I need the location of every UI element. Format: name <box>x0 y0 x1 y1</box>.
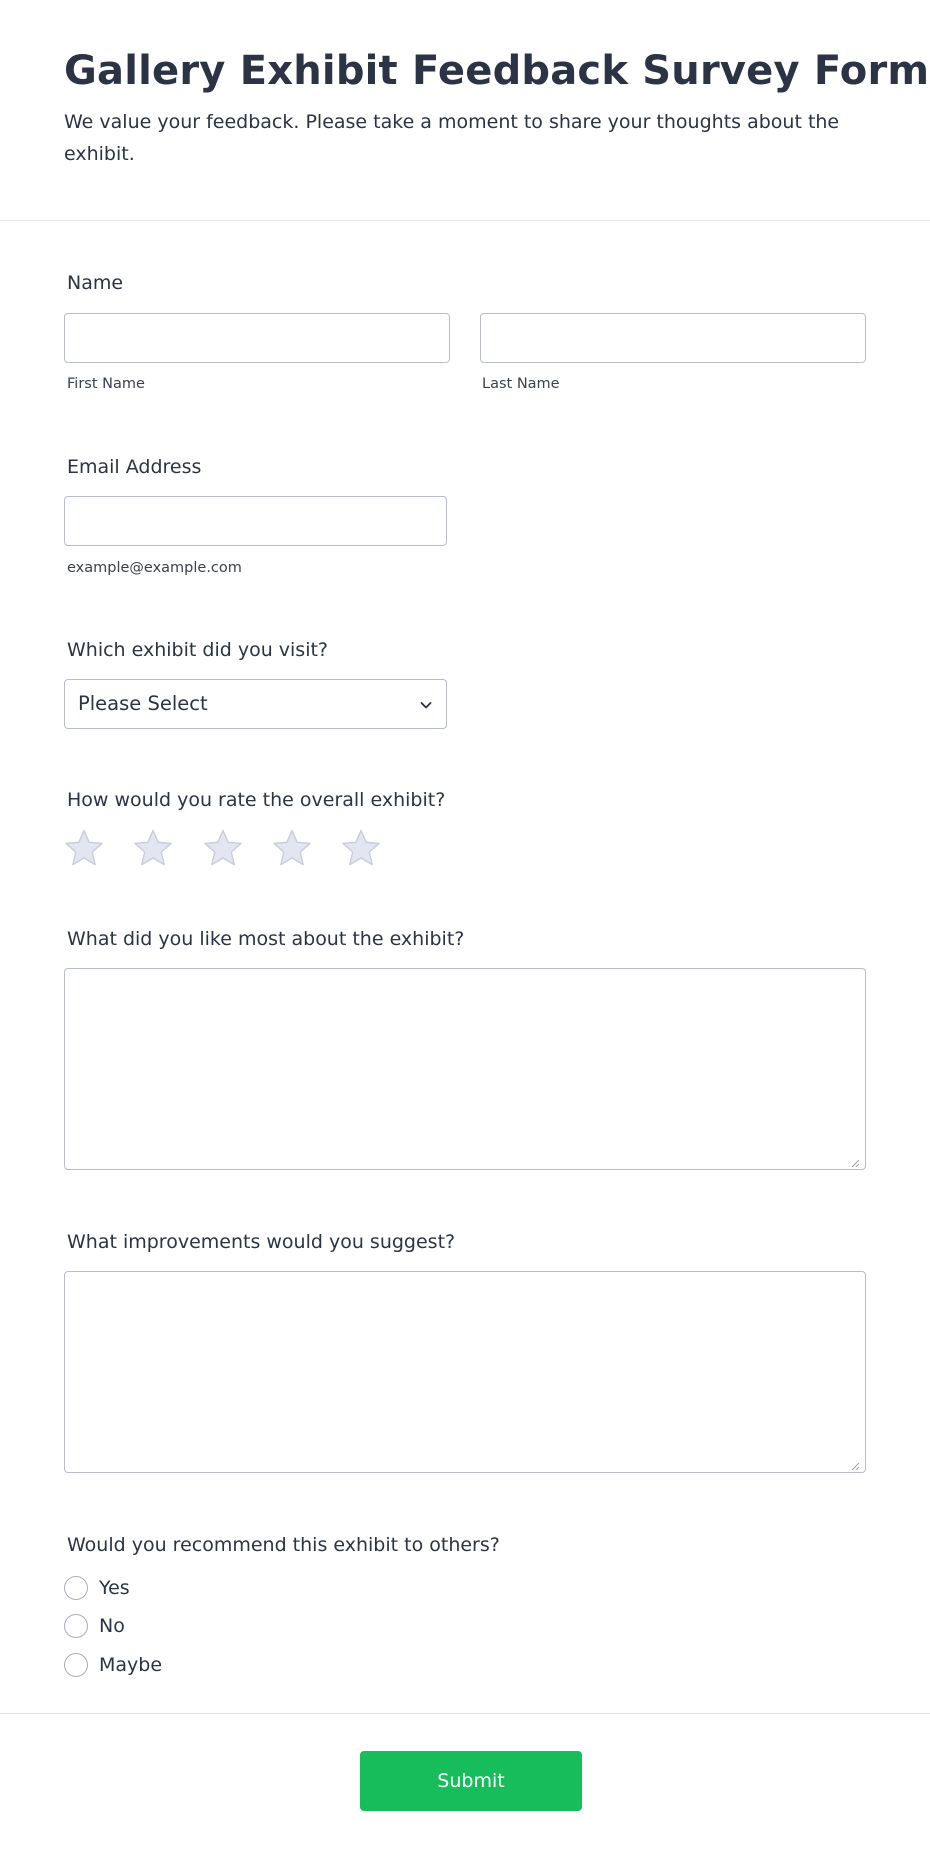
radio-label: Maybe <box>99 1654 163 1676</box>
last-name-input[interactable] <box>480 313 866 363</box>
radio-label: No <box>99 1615 125 1637</box>
recommend-label: Would you recommend this exhibit to others? <box>67 1534 500 1556</box>
footer-divider <box>0 1713 930 1714</box>
star-icon[interactable] <box>202 827 244 869</box>
improvements-label: What improvements would you suggest? <box>67 1231 456 1253</box>
email-sublabel: example@example.com <box>67 560 242 576</box>
chevron-down-icon <box>418 697 434 713</box>
last-name-sublabel: Last Name <box>482 376 560 392</box>
star-icon[interactable] <box>63 827 105 869</box>
first-name-input[interactable] <box>64 313 450 363</box>
radio-option-maybe[interactable] <box>64 1652 162 1678</box>
email-label: Email Address <box>67 456 202 478</box>
liked-label: What did you like most about the exhibit? <box>67 928 465 950</box>
star-icon[interactable] <box>271 827 313 869</box>
radio-option-no[interactable] <box>64 1613 125 1639</box>
improvements-textarea[interactable] <box>64 1271 866 1473</box>
star-icon[interactable] <box>340 827 382 869</box>
resize-grip-icon[interactable] <box>850 1461 860 1471</box>
submit-button[interactable]: Submit <box>360 1751 582 1811</box>
first-name-sublabel: First Name <box>67 376 145 392</box>
radio-label: Yes <box>99 1577 130 1599</box>
email-input[interactable] <box>64 496 447 546</box>
name-label: Name <box>67 272 124 294</box>
form-description: We value your feedback. Please take a moment to share your thoughts about the exhibit. <box>64 111 840 165</box>
resize-grip-icon[interactable] <box>850 1158 860 1168</box>
exhibit-select-value: Please Select <box>78 692 208 715</box>
form-title: Gallery Exhibit Feedback Survey Form <box>64 48 930 94</box>
radio-button[interactable] <box>64 1614 88 1638</box>
exhibit-select[interactable] <box>64 679 447 729</box>
radio-button[interactable] <box>64 1576 88 1600</box>
form-header <box>0 0 930 221</box>
radio-option-yes[interactable] <box>64 1575 130 1601</box>
star-icon[interactable] <box>132 827 174 869</box>
exhibit-label: Which exhibit did you visit? <box>67 639 329 661</box>
radio-button[interactable] <box>64 1653 88 1677</box>
liked-textarea[interactable] <box>64 968 866 1170</box>
rating-label: How would you rate the overall exhibit? <box>67 789 446 811</box>
